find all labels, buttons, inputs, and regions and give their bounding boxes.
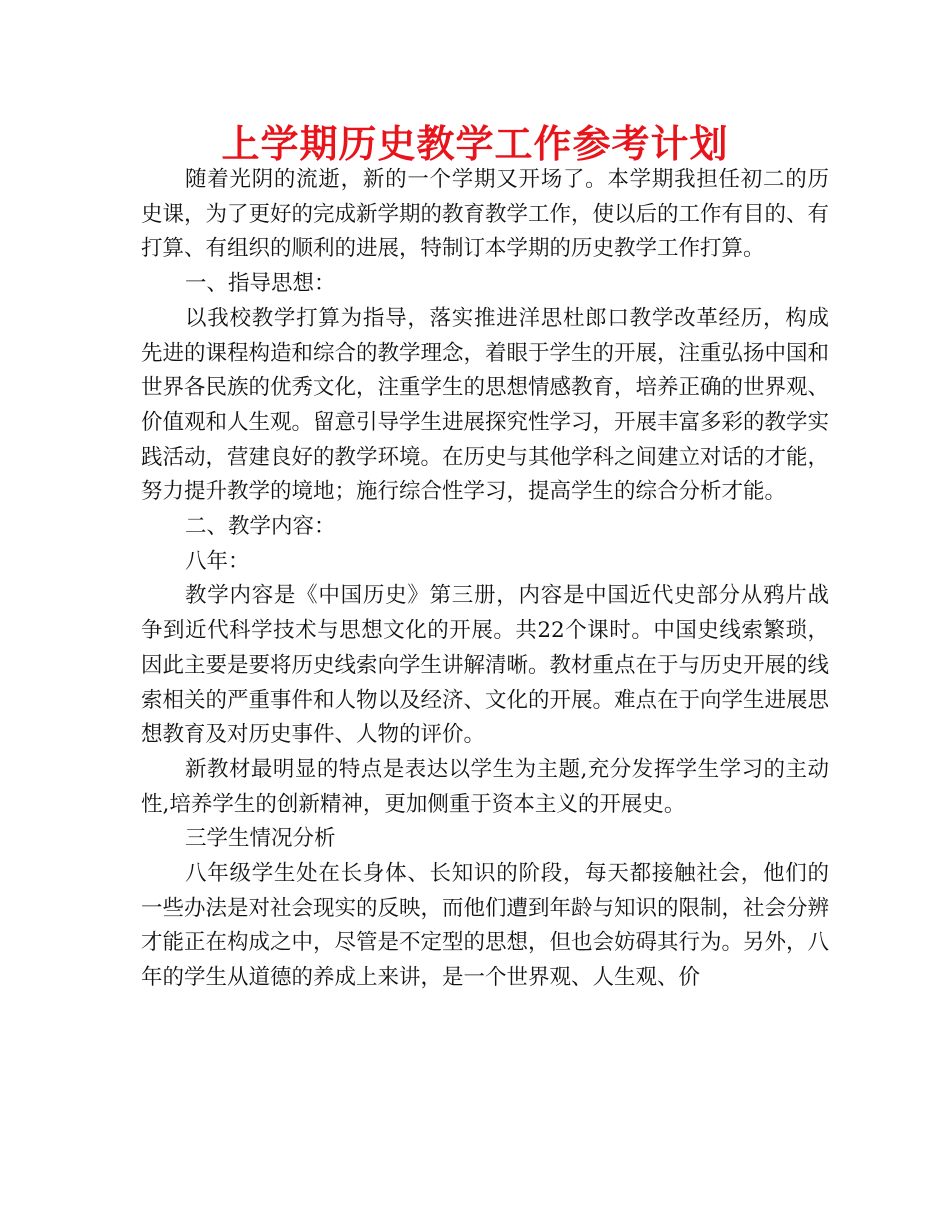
document-body [141,163,829,996]
document-title: 上学期历史教学工作参考计划 [221,122,729,166]
subheading-grade-eight: 八年： [185,548,250,574]
paragraph-textbook-features: 新教材最明显的特点是表达以学生为主题,充分发挥学生学习的主动性,培养学生的创新精神，更加侧重于资本主义的开展史。 [141,756,829,817]
section-heading-student-analysis: 三学生情况分析 [185,826,336,852]
paragraph-guiding-thought: 以我校教学打算为指导，落实推进洋思杜郎口教学改革经历，构成先进的课程构造和综合的教学理念，着眼于学生的开展，注重弘扬中国和世界各民族的优秀文化，注重学生的思想情感教育，培养正确的世界观、价值观和人生观。留意引导学生进展探究性学习，开展丰富多彩的教学实践活动，营建良好的教学环境。在历史与其他学科之间建立对话的才能，努力提升教学的境地；施行综合性学习，提高学生的综合分析才能。 [141,305,830,505]
paragraph-student-analysis: 八年级学生处在长身体、长知识的阶段，每天都接触社会，他们的一些办法是对社会现实的反映，而他们遭到年龄与知识的限制，社会分辨才能正在构成之中，尽管是不定型的思想，但也会妨碍其行为。另外，八年的学生从道德的养成上来讲，是一个世界观、人生观、价 [141,861,830,991]
section-heading-guiding-thought: 一、指导思想： [185,271,336,297]
paragraph-intro: 随着光阴的流逝，新的一个学期又开场了。本学期我担任初二的历史课，为了更好的完成新学期的教育教学工作，使以后的工作有目的、有打算、有组织的顺利的进展，特制订本学期的历史教学工作打算。 [141,167,830,262]
paragraph-teaching-content: 教学内容是《中国历史》第三册，内容是中国近代史部分从鸦片战争到近代科学技术与思想文化的开展。共22个课时。中国史线索繁琐，因此主要是要将历史线索向学生讲解清晰。教材重点在于与历史开展的线索相关的严重事件和人物以及经济、文化的开展。难点在于向学生进展思想教育及对历史事件、人物的评价。 [141,583,830,748]
section-heading-teaching-content: 二、教学内容： [185,514,336,540]
